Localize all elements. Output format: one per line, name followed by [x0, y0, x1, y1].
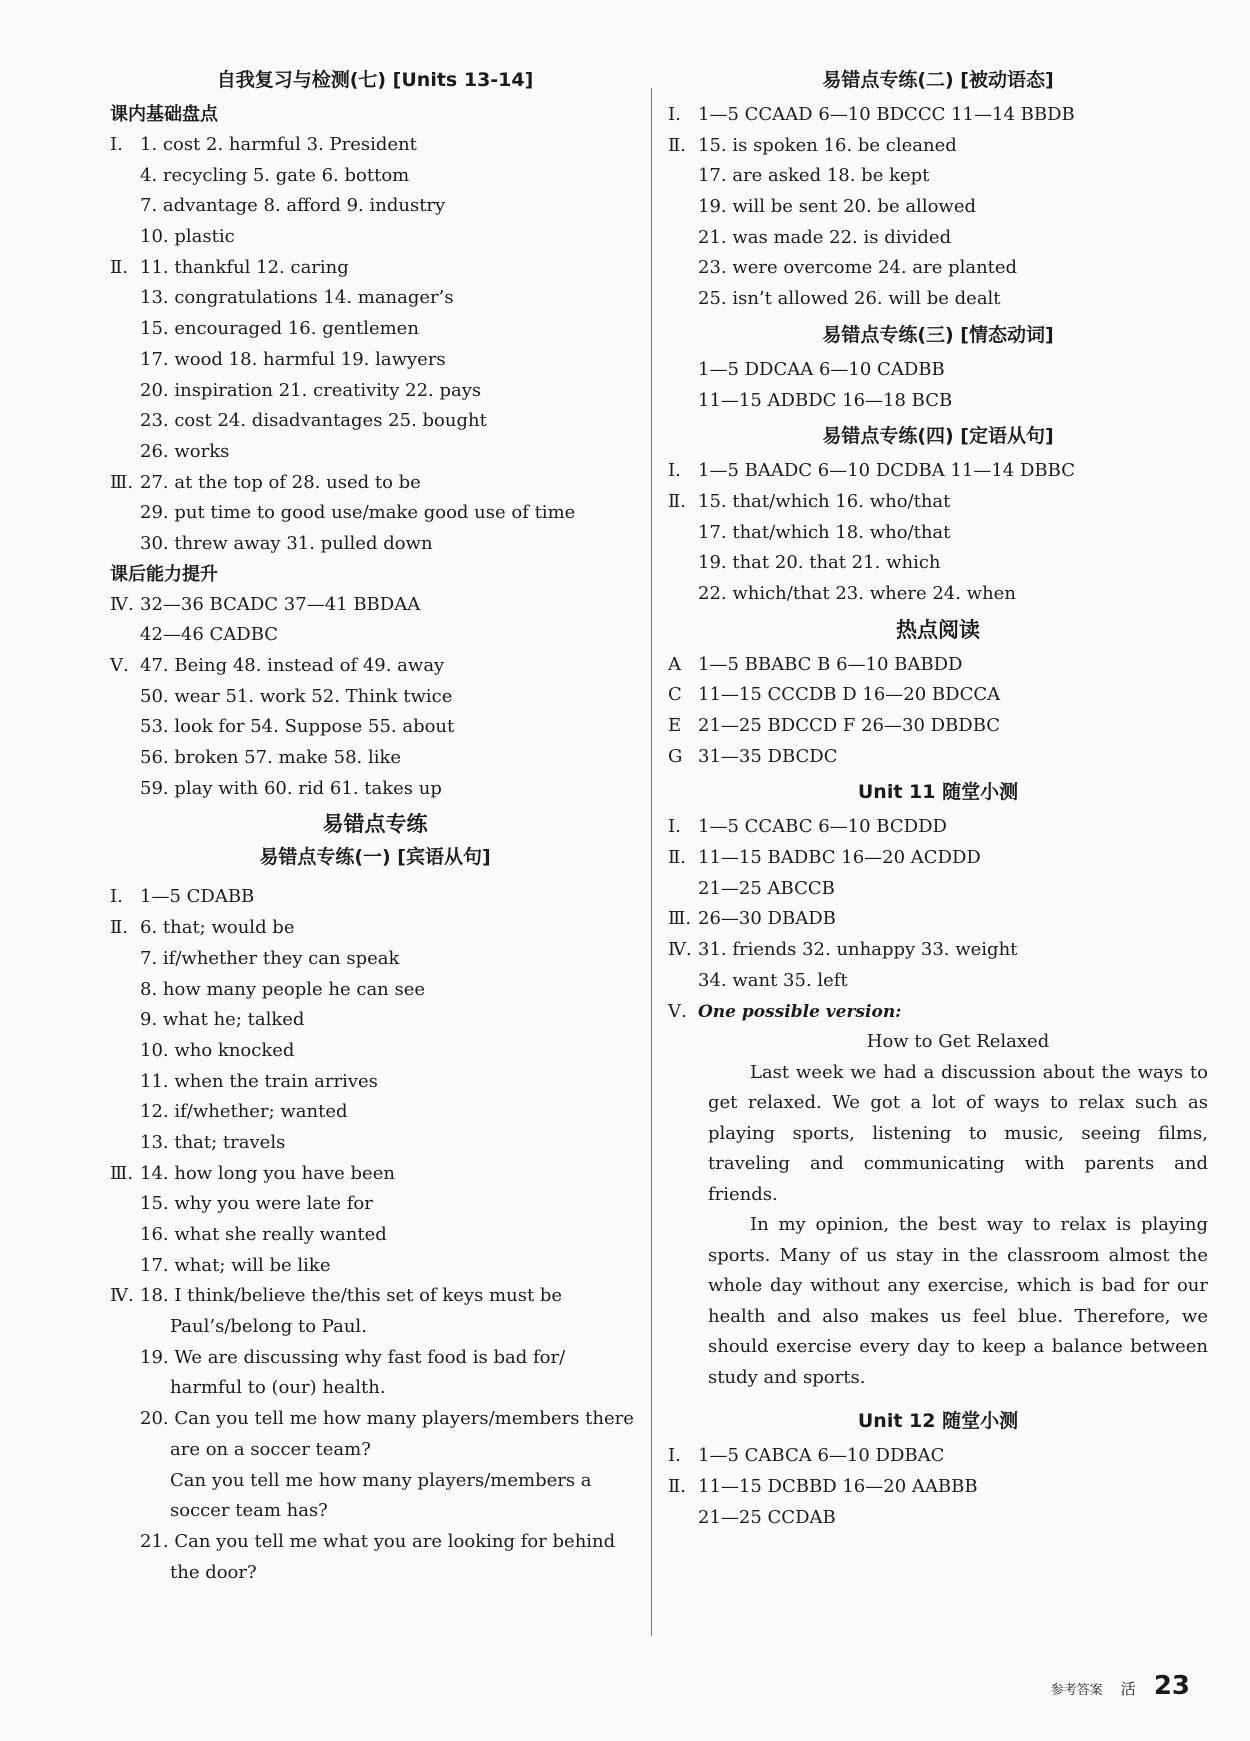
- answer-list: [668, 456, 1208, 609]
- item-label: Ⅳ.: [668, 939, 692, 961]
- answer-row: [110, 1527, 640, 1558]
- answer-row: [668, 386, 1208, 417]
- section-heading: 课后能力提升: [110, 563, 218, 585]
- answer-row: [668, 935, 1208, 966]
- answer-row: [110, 1036, 640, 1067]
- answer-row: [110, 1005, 640, 1036]
- answer-text: 29. put time to good use/make good use of time: [140, 502, 576, 524]
- answer-row: [668, 355, 1208, 386]
- answer-row: [110, 191, 640, 222]
- answer-row: [668, 1441, 1208, 1472]
- answer-text: 53. look for 54. Suppose 55. about: [140, 716, 455, 738]
- answer-text: 16. what she really wanted: [140, 1224, 387, 1245]
- answer-row: [668, 192, 1208, 223]
- item-label: Ⅰ.: [110, 886, 123, 908]
- answer-text: 21—25 CCDAB: [698, 1506, 836, 1528]
- section-heading: 课内基础盘点: [110, 104, 218, 125]
- answer-row: [668, 487, 1208, 518]
- item-label: E: [668, 715, 682, 736]
- item-label: Ⅱ.: [668, 134, 686, 156]
- answer-text: 8. how many people he can see: [140, 978, 426, 1000]
- column-divider: [651, 88, 652, 1636]
- item-label: A: [668, 653, 681, 675]
- answer-text: 15. that/which 16. who/that: [698, 490, 951, 512]
- answer-row: [110, 253, 640, 284]
- item-label: C: [668, 684, 682, 706]
- answer-text: 17. that/which 18. who/that: [698, 521, 951, 543]
- answer-text: 42—46 CADBC: [140, 624, 279, 646]
- answer-text: 11. thankful 12. caring: [140, 256, 349, 278]
- answer-text: 56. broken 57. make 58. like: [140, 747, 402, 769]
- roman-numeral: Ⅴ.: [668, 1000, 687, 1022]
- page-footer: [1051, 1671, 1190, 1701]
- answer-row: [110, 376, 640, 407]
- answer-row: [110, 1159, 640, 1190]
- answer-text: 11. when the train arrives: [140, 1070, 378, 1092]
- answer-text: 30. threw away 31. pulled down: [140, 532, 433, 554]
- answer-row: [110, 1281, 640, 1312]
- answer-row: [110, 437, 640, 468]
- answer-row: [110, 743, 640, 774]
- answer-text: 11—15 BADBC 16—20 ACDDD: [698, 847, 981, 869]
- answer-text: 11—15 CCCDB D 16—20 BDCCA: [698, 684, 1001, 706]
- answer-text: 1—5 BAADC 6—10 DCDBA 11—14 DBBC: [698, 460, 1075, 482]
- answer-row: [110, 1189, 640, 1220]
- answer-text: 21—25 ABCCB: [698, 877, 835, 899]
- answer-row: [110, 1312, 640, 1343]
- answer-list: [110, 130, 640, 560]
- item-label: Ⅰ.: [110, 134, 123, 155]
- answer-text: 26—30 DBADB: [698, 908, 836, 930]
- answer-text: 1—5 DDCAA 6—10 CADBB: [698, 358, 945, 380]
- answer-text: 21—25 BDCCD F 26—30 DBDBC: [698, 715, 1001, 736]
- answer-row: [110, 1404, 640, 1435]
- page-number: 23: [1153, 1671, 1190, 1701]
- item-label: Ⅱ.: [668, 847, 686, 869]
- answer-row: [110, 1128, 640, 1159]
- item-label: Ⅰ.: [668, 816, 681, 838]
- answer-row: [110, 1496, 640, 1527]
- item-label: Ⅱ.: [668, 1475, 686, 1497]
- answer-row: [668, 904, 1208, 935]
- answer-row: [110, 1466, 640, 1497]
- answer-text: 7. if/whether they can speak: [140, 947, 400, 969]
- answer-row: [668, 284, 1208, 315]
- answer-text: 1—5 BBABC B 6—10 BABDD: [698, 653, 963, 675]
- answer-row: [668, 874, 1208, 905]
- answer-text: 19. will be sent 20. be allowed: [698, 196, 976, 218]
- answer-row: [110, 1373, 640, 1404]
- item-label: Ⅳ.: [110, 593, 134, 615]
- answer-text: 17. wood 18. harmful 19. lawyers: [140, 348, 446, 370]
- answer-row: [668, 966, 1208, 997]
- answer-row: [110, 1343, 640, 1374]
- answer-text: the door?: [170, 1561, 257, 1583]
- answer-row: [110, 1435, 640, 1466]
- answer-row: [668, 223, 1208, 254]
- answer-row: [110, 712, 640, 743]
- answer-text: 23. cost 24. disadvantages 25. bought: [140, 410, 487, 432]
- answer-row: [110, 651, 640, 682]
- item-label: Ⅳ.: [110, 1285, 134, 1307]
- answer-row: [668, 680, 1208, 711]
- answer-text: 47. Being 48. instead of 49. away: [140, 655, 445, 676]
- answer-text: 25. isn’t allowed 26. will be dealt: [698, 288, 1001, 310]
- answer-text: 34. want 35. left: [698, 969, 848, 991]
- answer-text: 7. advantage 8. afford 9. industry: [140, 195, 446, 217]
- answer-text: 31—35 DBCDC: [698, 745, 838, 767]
- answer-text: 50. wear 51. work 52. Think twice: [140, 685, 453, 707]
- answer-row: [668, 548, 1208, 579]
- answer-text: 12. if/whether; wanted: [140, 1101, 348, 1123]
- item-label: Ⅲ.: [110, 471, 134, 493]
- answer-row: [668, 1503, 1208, 1534]
- answer-list: [110, 590, 640, 805]
- answer-row: [110, 944, 640, 975]
- answer-list: [668, 650, 1208, 773]
- item-label: Ⅰ.: [668, 104, 681, 125]
- answer-text: Paul’s/belong to Paul.: [170, 1316, 367, 1338]
- answer-text: 11—15 DCBBD 16—20 AABBB: [698, 1475, 978, 1497]
- answer-text: 19. We are discussing why fast food is bad for/: [140, 1346, 566, 1368]
- left-column: [110, 60, 640, 1588]
- section-subtitle: Unit 11 随堂小测: [857, 781, 1019, 804]
- answer-text: 18. I think/believe the/this set of keys must be: [140, 1285, 563, 1307]
- answer-row: [110, 222, 640, 253]
- answer-list: [110, 882, 640, 1588]
- answer-text: 10. plastic: [140, 226, 235, 248]
- answer-row: [110, 882, 640, 913]
- item-label: Ⅰ.: [668, 1445, 681, 1467]
- answer-list: [668, 100, 1208, 315]
- answer-row: [668, 997, 1208, 1028]
- answer-text: 15. why you were late for: [140, 1193, 373, 1215]
- item-label: Ⅱ.: [110, 256, 128, 278]
- answer-row: [668, 742, 1208, 773]
- answer-text: 23. were overcome 24. are planted: [698, 257, 1018, 279]
- answer-row: [110, 682, 640, 713]
- answer-list: [668, 355, 1208, 416]
- answer-row: [110, 130, 640, 161]
- item-label: G: [668, 745, 683, 767]
- answer-text: harmful to (our) health.: [170, 1377, 386, 1399]
- answer-row: [668, 812, 1208, 843]
- answer-text: 1—5 CCABC 6—10 BCDDD: [698, 816, 947, 838]
- answer-text: 21. was made 22. is divided: [698, 226, 952, 248]
- right-column: [668, 60, 1208, 1533]
- item-label: Ⅱ.: [668, 490, 686, 512]
- answer-row: [668, 1472, 1208, 1503]
- answer-text: soccer team has?: [170, 1500, 328, 1522]
- answer-row: [110, 1558, 640, 1589]
- essay-title: How to Get Relaxed: [866, 1031, 1050, 1053]
- answer-row: [668, 161, 1208, 192]
- answer-text: 59. play with 60. rid 61. takes up: [140, 777, 442, 799]
- answer-text: 13. congratulations 14. manager’s: [140, 287, 454, 309]
- answer-text: 11—15 ADBDC 16—18 BCB: [698, 389, 953, 411]
- answer-row: [668, 100, 1208, 131]
- item-label: Ⅰ.: [668, 460, 681, 482]
- version-label: One possible version:: [698, 1001, 902, 1022]
- answer-row: [110, 345, 640, 376]
- answer-text: 19. that 20. that 21. which: [698, 552, 941, 574]
- answer-text: 14. how long you have been: [140, 1162, 395, 1184]
- item-label: Ⅲ.: [668, 908, 692, 930]
- answer-row: [668, 518, 1208, 549]
- answer-text: 13. that; travels: [140, 1131, 286, 1153]
- essay-paragraph: Last week we had a discussion about the ways to get relaxed. We got a lot of ways to relax such as playing sports, listening to music, seeing films, traveling and communicating with parents and friends.: [708, 1061, 1208, 1205]
- answer-text: 15. encouraged 16. gentlemen: [140, 318, 419, 340]
- answer-text: 31. friends 32. unhappy 33. weight: [698, 939, 1018, 961]
- answer-row: [668, 456, 1208, 487]
- answer-text: 22. which/that 23. where 24. when: [698, 582, 1016, 604]
- answer-row: [110, 1251, 640, 1282]
- item-label: Ⅱ.: [110, 917, 128, 939]
- answer-row: [110, 529, 640, 560]
- answer-row: [110, 1067, 640, 1098]
- answer-row: [668, 711, 1208, 742]
- answer-text: 21. Can you tell me what you are looking for behind: [140, 1530, 616, 1552]
- section-subtitle: 易错点专练(三) [情态动词]: [822, 323, 1054, 346]
- answer-row: [110, 498, 640, 529]
- answer-text: 1—5 CCAAD 6—10 BDCCC 11—14 BBDB: [698, 104, 1075, 125]
- section-subtitle: Unit 12 随堂小测: [857, 1410, 1019, 1433]
- answer-list: [668, 812, 1208, 996]
- answer-text: 17. are asked 18. be kept: [698, 165, 930, 187]
- answer-row: [668, 650, 1208, 681]
- answer-text: 6. that; would be: [140, 917, 295, 939]
- answer-row: [110, 590, 640, 621]
- answer-row: [668, 843, 1208, 874]
- answer-text: 1—5 CABCA 6—10 DDBAC: [698, 1445, 945, 1467]
- item-label: Ⅴ.: [110, 655, 129, 676]
- answer-text: 32—36 BCADC 37—41 BBDAA: [140, 593, 421, 615]
- answer-row: [110, 468, 640, 499]
- item-label: Ⅲ.: [110, 1162, 134, 1184]
- answer-row: [110, 620, 640, 651]
- answer-text: 15. is spoken 16. be cleaned: [698, 134, 957, 156]
- answer-text: Can you tell me how many players/members a: [170, 1469, 592, 1491]
- page-prefix: 活: [1120, 1680, 1136, 1698]
- section-title: 易错点专练: [322, 812, 428, 837]
- answer-text: 9. what he; talked: [140, 1009, 305, 1031]
- answer-row: [110, 406, 640, 437]
- answer-row: [110, 774, 640, 805]
- answer-row: [110, 161, 640, 192]
- answer-text: 20. inspiration 21. creativity 22. pays: [140, 379, 482, 401]
- answer-text: 17. what; will be like: [140, 1254, 331, 1276]
- essay-paragraph: In my opinion, the best way to relax is playing sports. Many of us stay in the classroom almost the whole day without any exercise, which is bad for our health and also makes us feel blue. Therefore, we should exercise every day to keep a balance between study and sports.: [708, 1214, 1208, 1388]
- answer-text: 27. at the top of 28. used to be: [140, 471, 421, 493]
- answer-text: 26. works: [140, 440, 230, 462]
- answer-row: [110, 1097, 640, 1128]
- answer-row: [668, 131, 1208, 162]
- answer-row: [110, 913, 640, 944]
- answer-list: [668, 1441, 1208, 1533]
- footer-label: 参考答案: [1050, 1683, 1103, 1698]
- section-subtitle: 易错点专练(四) [定语从句]: [822, 425, 1054, 448]
- answer-text: 20. Can you tell me how many players/members there: [140, 1408, 634, 1430]
- answer-text: 10. who knocked: [140, 1039, 295, 1061]
- answer-row: [110, 1220, 640, 1251]
- answer-row: [110, 283, 640, 314]
- answer-row: [668, 253, 1208, 284]
- answer-row: [110, 314, 640, 345]
- answer-text: 1—5 CDABB: [140, 886, 255, 908]
- answer-text: are on a soccer team?: [170, 1438, 371, 1460]
- section-subtitle: 易错点专练(一) [宾语从句]: [259, 846, 491, 869]
- review-title: 自我复习与检测(七) [Units 13-14]: [216, 69, 534, 91]
- answer-text: 1. cost 2. harmful 3. President: [140, 134, 417, 155]
- answer-text: 4. recycling 5. gate 6. bottom: [140, 164, 410, 186]
- answer-row: [110, 975, 640, 1006]
- section-subtitle: 易错点专练(二) [被动语态]: [822, 69, 1054, 91]
- answer-row: [668, 579, 1208, 610]
- section-title: 热点阅读: [896, 617, 980, 642]
